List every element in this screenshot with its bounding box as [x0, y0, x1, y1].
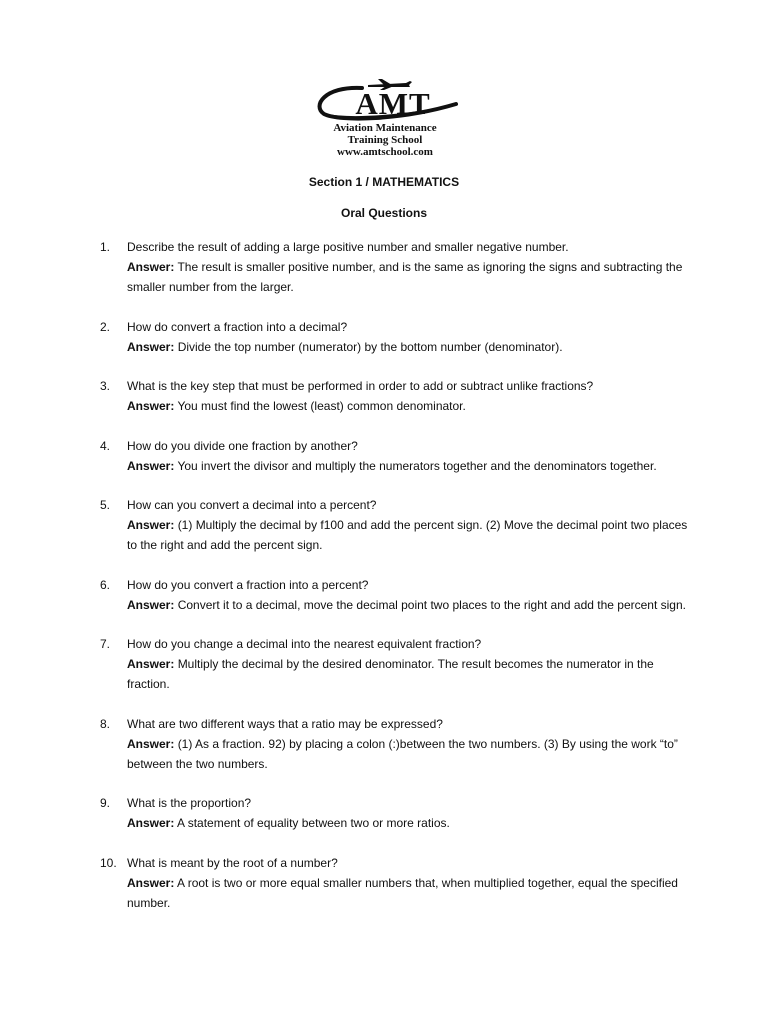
question-number: 1. [100, 240, 111, 254]
question-item-7 [100, 634, 690, 694]
answer-label: Answer: [127, 816, 175, 830]
question-number: 5. [100, 498, 111, 512]
answer-label: Answer: [127, 260, 175, 274]
logo-brand: AMT [355, 86, 431, 121]
question-number: 4. [100, 438, 111, 453]
answer-block [127, 813, 690, 833]
answer-text: Convert it to a decimal, move the decimal point two places to the right and add the percent sign. [177, 597, 686, 612]
question-item-1 [100, 237, 690, 297]
answer-block [127, 734, 690, 774]
question-item-10 [100, 853, 690, 913]
question-item-4 [100, 436, 690, 476]
question-number: 6. [100, 577, 111, 592]
question-text: How can you convert a decimal into a percent? [127, 498, 377, 512]
question-number: 9. [100, 796, 111, 810]
logo-url: www.amtschool.com [337, 146, 433, 158]
answer-label: Answer: [127, 339, 175, 354]
answer-block [127, 515, 690, 555]
question-item-6 [100, 575, 690, 615]
answer-block [127, 337, 690, 357]
answer-label: Answer: [127, 736, 175, 751]
question-list [100, 237, 690, 932]
answer-block [127, 873, 690, 913]
logo-line-1: Aviation Maintenance [333, 122, 437, 134]
answer-text: You must find the lowest (least) common denominator. [177, 399, 466, 413]
answer-label: Answer: [127, 458, 175, 473]
answer-block [127, 654, 690, 694]
question-number: 10. [100, 855, 117, 870]
question-number: 3. [100, 379, 111, 393]
answer-block [127, 595, 690, 615]
answer-text: Multiply the decimal by the desired denominator. The result becomes the numerator in the fraction. [127, 657, 654, 691]
question-item-9 [100, 793, 690, 833]
answer-text: A root is two or more equal smaller numbers that, when multiplied together, equal the specified number. [127, 875, 678, 910]
answer-text: The result is smaller positive number, and is the same as ignoring the signs and subtracting the smaller number from the larger. [127, 260, 683, 294]
question-text: How do you change a decimal into the nearest equivalent fraction? [127, 637, 482, 651]
section-title: Section 1 / MATHEMATICS [308, 175, 460, 189]
question-text: How do convert a fraction into a decimal? [127, 319, 348, 334]
question-text: What is the proportion? [127, 796, 252, 810]
answer-label: Answer: [127, 399, 175, 413]
question-number: 8. [100, 716, 111, 731]
answer-text: (1) Multiply the decimal by f100 and add the percent sign. (2) Move the decimal point two places to the right and add the percent sign. [127, 518, 688, 552]
question-item-2 [100, 317, 690, 357]
oral-questions-heading: Oral Questions [340, 206, 428, 220]
question-text: How do you divide one fraction by another? [127, 438, 358, 453]
answer-label: Answer: [127, 597, 175, 612]
question-text: How do you convert a fraction into a percent? [127, 577, 369, 592]
question-text: Describe the result of adding a large positive number and smaller negative number. [127, 240, 569, 254]
question-item-5 [100, 495, 690, 555]
answer-label: Answer: [127, 518, 175, 532]
question-item-8 [100, 714, 690, 774]
answer-text: Divide the top number (numerator) by the bottom number (denominator). [177, 339, 563, 354]
answer-block [127, 257, 690, 297]
answer-block [127, 456, 690, 476]
answer-label: Answer: [127, 657, 175, 671]
answer-label: Answer: [127, 875, 175, 890]
answer-text: A statement of equality between two or more ratios. [177, 816, 450, 830]
amt-logo [310, 76, 460, 158]
answer-text: You invert the divisor and multiply the numerators together and the denominators together. [177, 458, 657, 473]
answer-block [127, 396, 690, 416]
question-text: What is the key step that must be performed in order to add or subtract unlike fractions? [127, 379, 594, 393]
logo-line-2: Training School [347, 134, 423, 146]
question-number: 7. [100, 637, 111, 651]
answer-text: (1) As a fraction. 92) by placing a colon (:)between the two numbers. (3) By using the work “to” between the two numbers. [127, 736, 678, 771]
question-number: 2. [100, 319, 111, 334]
question-item-3 [100, 376, 690, 416]
question-text: What is meant by the root of a number? [127, 855, 338, 870]
question-text: What are two different ways that a ratio may be expressed? [127, 716, 443, 731]
